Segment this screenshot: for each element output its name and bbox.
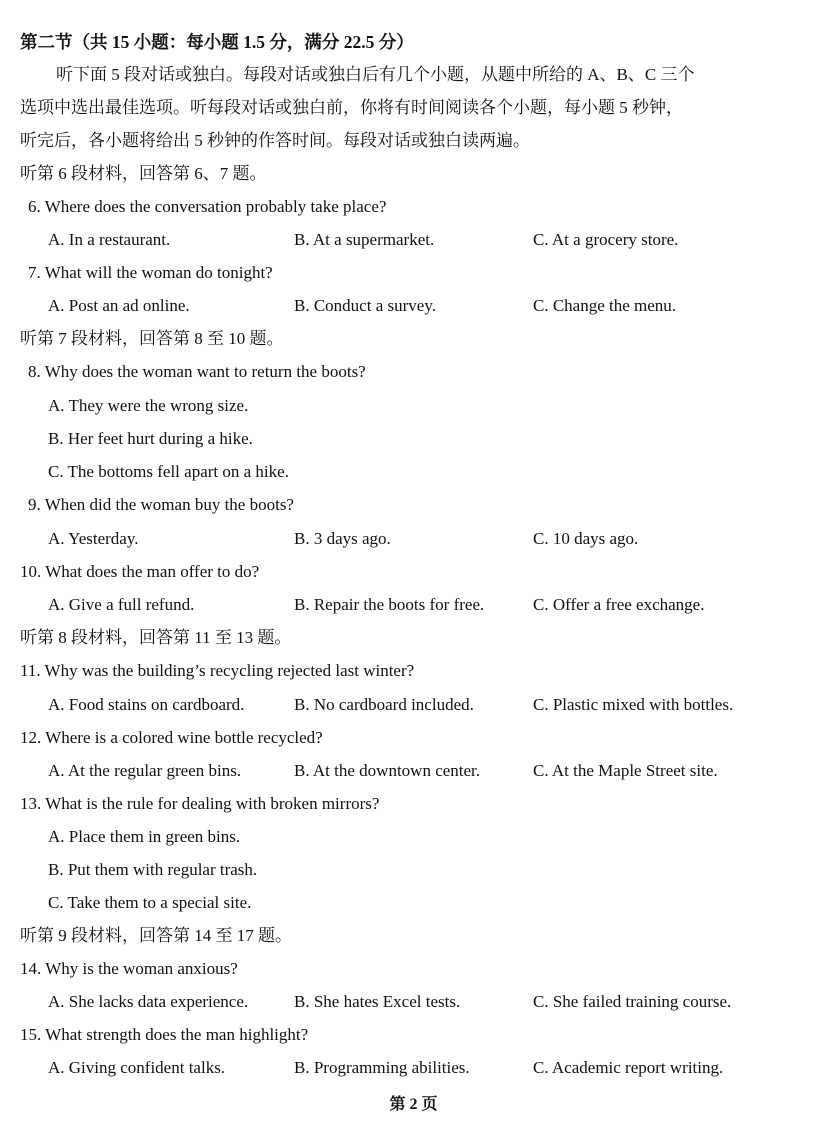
question-11-option-b: B. No cardboard included. — [294, 695, 474, 714]
question-11-option-a: A. Food stains on cardboard. — [48, 695, 245, 714]
question-7-option-c: C. Change the menu. — [533, 296, 677, 315]
question-7-option-b: B. Conduct a survey. — [294, 296, 436, 315]
question-11-option-c: C. Plastic mixed with bottles. — [533, 695, 734, 714]
question-12-option-c: C. At the Maple Street site. — [533, 761, 718, 780]
question-14-option-c: C. She failed training course. — [533, 992, 732, 1011]
question-9-option-b: B. 3 days ago. — [294, 529, 391, 548]
section-header: 第二节（共 15 小题：每小题 1.5 分，满分 22.5 分） — [20, 32, 414, 52]
question-13-option-c: C. Take them to a special site. — [48, 893, 252, 912]
question-10-stem: 10. What does the man offer to do? — [20, 562, 260, 581]
question-10-option-b: B. Repair the boots for free. — [294, 595, 485, 614]
question-9-stem: 9. When did the woman buy the boots? — [28, 495, 294, 514]
question-13-option-a: A. Place them in green bins. — [48, 827, 241, 846]
question-14-stem: 14. Why is the woman anxious? — [20, 959, 238, 978]
question-8-option-b: B. Her feet hurt during a hike. — [48, 429, 253, 448]
question-14-option-b: B. She hates Excel tests. — [294, 992, 461, 1011]
question-10-option-c: C. Offer a free exchange. — [533, 595, 705, 614]
question-13-stem: 13. What is the rule for dealing with broken mirrors? — [20, 794, 380, 813]
question-15-option-b: B. Programming abilities. — [294, 1058, 470, 1077]
question-11-stem: 11. Why was the building’s recycling rejected last winter? — [20, 661, 415, 680]
question-15-stem: 15. What strength does the man highlight? — [20, 1025, 309, 1044]
question-7-option-a: A. Post an ad online. — [48, 296, 190, 315]
question-12-option-b: B. At the downtown center. — [294, 761, 481, 780]
question-8-option-a: A. They were the wrong size. — [48, 396, 249, 415]
question-12-option-a: A. At the regular green bins. — [48, 761, 242, 780]
question-6-option-c: C. At a grocery store. — [533, 230, 679, 249]
question-6-option-b: B. At a supermarket. — [294, 230, 435, 249]
question-7-stem: 7. What will the woman do tonight? — [28, 263, 273, 282]
instructions-line-2: 选项中选出最佳选项。听每段对话或独白前，你将有时间阅读各个小题，每小题 5 秒钟， — [20, 98, 683, 117]
question-6-stem: 6. Where does the conversation probably take place? — [28, 197, 387, 216]
question-9-option-c: C. 10 days ago. — [533, 529, 639, 548]
question-8-option-c: C. The bottoms fell apart on a hike. — [48, 462, 289, 481]
question-6-option-a: A. In a restaurant. — [48, 230, 171, 249]
question-8-stem: 8. Why does the woman want to return the boots? — [28, 362, 366, 381]
instructions-line-1: 听下面 5 段对话或独白。每段对话或独白后有几个小题，从题中所给的 A、B、C 三个 — [56, 65, 695, 84]
material-6-heading: 听第 6 段材料，回答第 6、7 题。 — [20, 164, 267, 183]
question-12-stem: 12. Where is a colored wine bottle recycled? — [20, 728, 323, 747]
question-13-option-b: B. Put them with regular trash. — [48, 860, 258, 879]
page-number: 第 2 页 — [389, 1096, 438, 1113]
question-9-option-a: A. Yesterday. — [48, 529, 139, 548]
question-14-option-a: A. She lacks data experience. — [48, 992, 249, 1011]
question-10-option-a: A. Give a full refund. — [48, 595, 195, 614]
instructions-line-3: 听完后，各小题将给出 5 秒钟的作答时间。每段对话或独白读两遍。 — [20, 131, 530, 150]
material-7-heading: 听第 7 段材料，回答第 8 至 10 题。 — [20, 329, 284, 348]
material-9-heading: 听第 9 段材料，回答第 14 至 17 题。 — [20, 926, 292, 945]
material-8-heading: 听第 8 段材料，回答第 11 至 13 题。 — [20, 628, 292, 647]
question-15-option-c: C. Academic report writing. — [533, 1058, 724, 1077]
question-15-option-a: A. Giving confident talks. — [48, 1058, 226, 1077]
